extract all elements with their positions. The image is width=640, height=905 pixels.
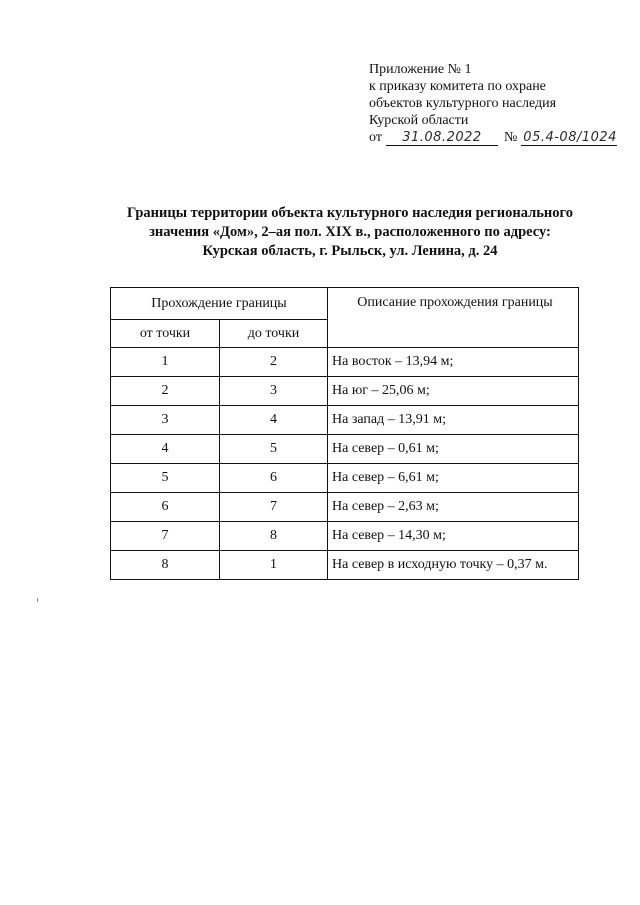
title-line-3: Курская область, г. Рыльск, ул. Ленина, д. 24 [202, 243, 498, 259]
to-point-cell: 5 [220, 435, 328, 464]
to-point-cell: 4 [220, 406, 328, 435]
to-point-cell: 3 [220, 377, 328, 406]
table-row [111, 551, 579, 580]
description-cell: На север – 6,61 м; [328, 464, 579, 493]
order-reference-line-1: к приказу комитета по охране [369, 79, 546, 94]
to-point-cell: 8 [220, 522, 328, 551]
to-point-header: до точки [220, 320, 328, 348]
from-point-cell: 6 [111, 493, 220, 522]
from-point-cell: 1 [111, 348, 220, 377]
table-row [111, 522, 579, 551]
from-point-cell: 5 [111, 464, 220, 493]
from-point-cell: 7 [111, 522, 220, 551]
from-point-cell: 8 [111, 551, 220, 580]
description-cell: На север в исходную точку – 0,37 м. [328, 551, 579, 580]
to-point-cell: 2 [220, 348, 328, 377]
table-row [111, 493, 579, 522]
boundary-group-header: Прохождение границы [111, 288, 328, 320]
from-point-cell: 3 [111, 406, 220, 435]
description-cell: На север – 0,61 м; [328, 435, 579, 464]
handwritten-date: 31.08.2022 [386, 130, 498, 146]
description-cell: На север – 2,63 м; [328, 493, 579, 522]
description-header: Описание прохождения границы [328, 288, 579, 348]
to-point-cell: 7 [220, 493, 328, 522]
order-date-number-line [369, 129, 634, 146]
from-point-header: от точки [111, 320, 220, 348]
boundary-table [110, 287, 579, 580]
from-point-cell: 2 [111, 377, 220, 406]
from-point-cell: 4 [111, 435, 220, 464]
table-row [111, 377, 579, 406]
description-cell: На запад – 13,91 м; [328, 406, 579, 435]
title-line-2: значения «Дом», 2–ая пол. XIX в., расположенного по адресу: [149, 224, 551, 240]
table-row [111, 435, 579, 464]
table-row [111, 464, 579, 493]
title-line-1: Границы территории объекта культурного наследия регионального [127, 205, 573, 221]
description-cell: На север – 14,30 м; [328, 522, 579, 551]
table-row [111, 348, 579, 377]
description-cell: На восток – 13,94 м; [328, 348, 579, 377]
order-reference-line-2: объектов культурного наследия [369, 96, 557, 111]
document-title [60, 204, 640, 261]
table-row [111, 406, 579, 435]
description-cell: На юг – 25,06 м; [328, 377, 579, 406]
date-label: от [369, 130, 382, 145]
appendix-number: Приложение № 1 [369, 62, 472, 77]
to-point-cell: 6 [220, 464, 328, 493]
order-reference-line-3: Курской области [369, 113, 469, 128]
scan-speck [37, 598, 38, 602]
number-label: № [503, 130, 518, 145]
appendix-header [369, 61, 634, 146]
to-point-cell: 1 [220, 551, 328, 580]
handwritten-order-number: 05.4-08/1024 [523, 130, 617, 145]
